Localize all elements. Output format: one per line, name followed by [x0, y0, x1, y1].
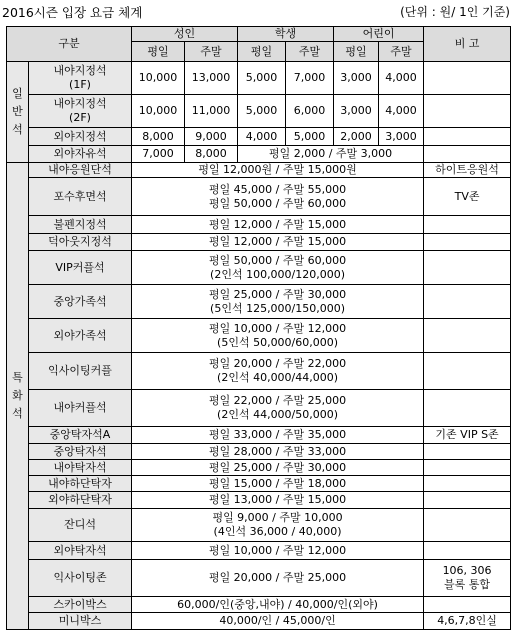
table-row: [7, 613, 511, 630]
seat-name: 내야지정석 (2F): [29, 95, 132, 128]
remarks-cell: [424, 128, 511, 146]
seat-name: 내야탁자석: [29, 460, 132, 476]
remarks-cell: 106, 306 블록 통합: [424, 560, 511, 597]
table-row: [7, 542, 511, 560]
remarks-cell: [424, 444, 511, 460]
unit-note: (단위 : 원/ 1인 기준): [400, 5, 510, 19]
table-row: [7, 234, 511, 251]
price-cell: 8,000: [132, 128, 185, 146]
price-table: [6, 26, 511, 630]
weekday-header: 평일: [334, 42, 379, 62]
table-row: [7, 476, 511, 492]
price-cell: 평일 25,000 / 주말 30,000: [132, 460, 424, 476]
seat-name: 내야하단탁자: [29, 476, 132, 492]
adult-header: 성인: [132, 27, 238, 42]
price-cell: 평일 10,000 / 주말 12,000: [132, 542, 424, 560]
price-cell: 60,000/인(중앙,내야) / 40,000/인(외야): [132, 597, 424, 613]
seat-name: 외야지정석: [29, 128, 132, 146]
price-cell: 7,000: [132, 146, 185, 163]
price-cell: 4,000: [379, 95, 424, 128]
remarks-cell: [424, 492, 511, 509]
seat-name: VIP커플석: [29, 251, 132, 285]
table-row: [7, 460, 511, 476]
remarks-cell: TV존: [424, 178, 511, 216]
table-row: [7, 390, 511, 427]
seat-name: 미니박스: [29, 613, 132, 630]
remarks-cell: 하이트응원석: [424, 163, 511, 178]
price-cell: 평일 50,000 / 주말 60,000 (2인석 100,000/120,000): [132, 251, 424, 285]
remarks-cell: [424, 251, 511, 285]
remarks-cell: [424, 285, 511, 319]
seat-name: 잔디석: [29, 509, 132, 542]
seat-name: 내야응원단석: [29, 163, 132, 178]
weekend-header: 주말: [286, 42, 334, 62]
remarks-cell: [424, 95, 511, 128]
seat-name: 익사이팅커플: [29, 353, 132, 390]
seat-name: 내야지정석 (1F): [29, 62, 132, 95]
price-cell: 평일 12,000원 / 주말 15,000원: [132, 163, 424, 178]
price-cell: 5,000: [286, 128, 334, 146]
remarks-header: 비 고: [424, 27, 511, 62]
seat-name: 덕아웃지정석: [29, 234, 132, 251]
table-row: [7, 128, 511, 146]
price-cell: 평일 22,000 / 주말 25,000 (2인석 44,000/50,000): [132, 390, 424, 427]
price-cell: 5,000: [238, 62, 286, 95]
price-cell: 11,000: [185, 95, 238, 128]
seat-name: 중앙탁자석A: [29, 427, 132, 444]
price-cell: 7,000: [286, 62, 334, 95]
price-cell: 13,000: [185, 62, 238, 95]
price-cell: 평일 25,000 / 주말 30,000 (5인석 125,000/150,000): [132, 285, 424, 319]
remarks-cell: [424, 319, 511, 353]
page-title: 2016시즌 입장 요금 체계: [2, 5, 143, 20]
remarks-cell: [424, 390, 511, 427]
table-row: [7, 62, 511, 95]
seat-name: 외야자유석: [29, 146, 132, 163]
weekend-header: 주말: [185, 42, 238, 62]
table-row: [7, 146, 511, 163]
seat-name: 불펜지정석: [29, 216, 132, 234]
remarks-cell: [424, 234, 511, 251]
price-cell: 평일 28,000 / 주말 33,000: [132, 444, 424, 460]
page-header: [0, 0, 514, 26]
table-row: [7, 285, 511, 319]
table-row: [7, 560, 511, 597]
weekday-header: 평일: [238, 42, 286, 62]
child-header: 어린이: [334, 27, 424, 42]
table-row: [7, 178, 511, 216]
group-label-special: 특 화 석: [7, 163, 29, 630]
table-row: [7, 509, 511, 542]
category-header: 구분: [7, 27, 132, 62]
seat-name: 익사이팅존: [29, 560, 132, 597]
remarks-cell: [424, 146, 511, 163]
seat-name: 외야하단탁자: [29, 492, 132, 509]
price-cell: 3,000: [334, 62, 379, 95]
student-header: 학생: [238, 27, 334, 42]
remarks-cell: [424, 597, 511, 613]
price-cell: 4,000: [238, 128, 286, 146]
price-cell: 평일 15,000 / 주말 18,000: [132, 476, 424, 492]
price-cell: 40,000/인 / 45,000/인: [132, 613, 424, 630]
remarks-cell: [424, 62, 511, 95]
price-cell: 3,000: [379, 128, 424, 146]
seat-name: 외야가족석: [29, 319, 132, 353]
table-row: [7, 319, 511, 353]
table-row: [7, 163, 511, 178]
price-cell: 8,000: [185, 146, 238, 163]
table-row: [7, 251, 511, 285]
remarks-cell: 4,6,7,8인실: [424, 613, 511, 630]
group-label-general: 일 반 석: [7, 62, 29, 163]
seat-name: 스카이박스: [29, 597, 132, 613]
price-cell: 평일 9,000 / 주말 10,000 (4인석 36,000 / 40,000): [132, 509, 424, 542]
weekend-header: 주말: [379, 42, 424, 62]
table-row: [7, 492, 511, 509]
remarks-cell: [424, 216, 511, 234]
price-cell: 평일 10,000 / 주말 12,000 (5인석 50,000/60,000): [132, 319, 424, 353]
price-cell: 3,000: [334, 95, 379, 128]
table-row: [7, 95, 511, 128]
price-cell: 평일 2,000 / 주말 3,000: [238, 146, 424, 163]
price-cell: 평일 13,000 / 주말 15,000: [132, 492, 424, 509]
price-cell: 2,000: [334, 128, 379, 146]
price-cell: 4,000: [379, 62, 424, 95]
price-cell: 평일 20,000 / 주말 22,000 (2인석 40,000/44,000): [132, 353, 424, 390]
price-cell: 5,000: [238, 95, 286, 128]
price-cell: 평일 20,000 / 주말 25,000: [132, 560, 424, 597]
remarks-cell: [424, 460, 511, 476]
table-row: [7, 353, 511, 390]
table-row: [7, 427, 511, 444]
seat-name: 중앙가족석: [29, 285, 132, 319]
seat-name: 포수후면석: [29, 178, 132, 216]
remarks-cell: [424, 476, 511, 492]
weekday-header: 평일: [132, 42, 185, 62]
price-cell: 평일 33,000 / 주말 35,000: [132, 427, 424, 444]
seat-name: 내야커플석: [29, 390, 132, 427]
seat-name: 중앙탁자석: [29, 444, 132, 460]
table-row: [7, 597, 511, 613]
table-row: [7, 216, 511, 234]
price-cell: 10,000: [132, 62, 185, 95]
price-cell: 10,000: [132, 95, 185, 128]
seat-name: 외야탁자석: [29, 542, 132, 560]
remarks-cell: [424, 353, 511, 390]
price-cell: 평일 12,000 / 주말 15,000: [132, 234, 424, 251]
price-cell: 평일 12,000 / 주말 15,000: [132, 216, 424, 234]
table-row: [7, 444, 511, 460]
price-cell: 6,000: [286, 95, 334, 128]
remarks-cell: [424, 509, 511, 542]
remarks-cell: [424, 542, 511, 560]
price-cell: 평일 45,000 / 주말 55,000 평일 50,000 / 주말 60,000: [132, 178, 424, 216]
price-cell: 9,000: [185, 128, 238, 146]
remarks-cell: 기존 VIP S존: [424, 427, 511, 444]
